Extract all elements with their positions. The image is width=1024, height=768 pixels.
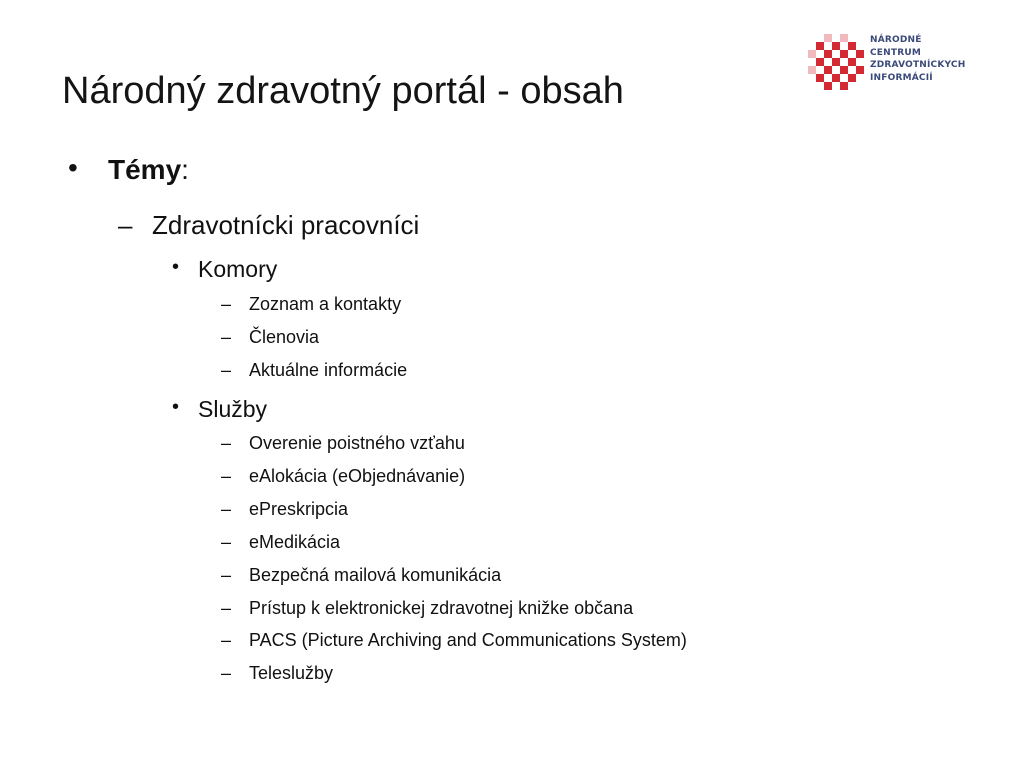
list-item-label: PACS (Picture Archiving and Communications System) [249, 630, 687, 650]
section-label: Zdravotnícki pracovníci [152, 210, 420, 240]
list-item [221, 360, 408, 381]
logo-line: NÁRODNÉ [870, 35, 922, 45]
dash-bullet: – [221, 598, 232, 618]
list-item-label: eMedikácia [249, 532, 341, 552]
komory-label: Komory [198, 256, 278, 282]
dash-bullet: – [221, 360, 232, 380]
topic-label: Témy [108, 154, 182, 185]
list-item [221, 433, 465, 454]
list-item-label: eAlokácia (eObjednávanie) [249, 466, 466, 486]
list-item [221, 663, 334, 684]
bullet: • [172, 396, 180, 418]
list-item-komory [172, 256, 278, 283]
dash-bullet: – [221, 532, 232, 552]
dash-bullet: – [221, 565, 232, 585]
dash-bullet: – [221, 499, 232, 519]
bullet: • [68, 152, 78, 183]
list-item-label: Overenie poistného vzťahu [249, 433, 465, 453]
list-item-label: Teleslužby [249, 663, 334, 683]
dash-bullet: – [221, 466, 232, 486]
logo-line: INFORMÁCIÍ [870, 72, 933, 83]
list-item-label: Prístup k elektronickej zdravotnej knižke občana [249, 598, 634, 618]
logo-line: ZDRAVOTNÍCKYCH [870, 60, 966, 70]
list-item [221, 499, 349, 520]
list-item [221, 630, 687, 651]
dash-bullet: – [221, 294, 232, 314]
logo-line: CENTRUM [870, 47, 922, 58]
list-item-label: Bezpečná mailová komunikácia [249, 565, 502, 585]
list-item-label: Členovia [249, 327, 320, 347]
list-item [221, 294, 402, 315]
list-item-sluzby [172, 396, 268, 423]
list-item [221, 466, 466, 487]
list-item [221, 532, 341, 553]
dash-bullet: – [221, 433, 232, 453]
list-item [221, 327, 320, 348]
list-item [221, 598, 634, 619]
list-item-label: Aktuálne informácie [249, 360, 408, 380]
list-item [221, 565, 502, 586]
slide-title: Národný zdravotný portál - obsah [62, 70, 624, 112]
dash-bullet: – [118, 210, 133, 240]
topic-suffix: : [181, 154, 189, 185]
list-item-label: ePreskripcia [249, 499, 349, 519]
list-item-topic [68, 152, 189, 186]
bullet: • [172, 256, 180, 278]
dash-bullet: – [221, 630, 232, 650]
list-item-label: Zoznam a kontakty [249, 294, 402, 314]
dash-bullet: – [221, 327, 232, 347]
list-item-section [118, 210, 420, 241]
sluzby-label: Služby [198, 396, 268, 422]
dash-bullet: – [221, 663, 232, 683]
